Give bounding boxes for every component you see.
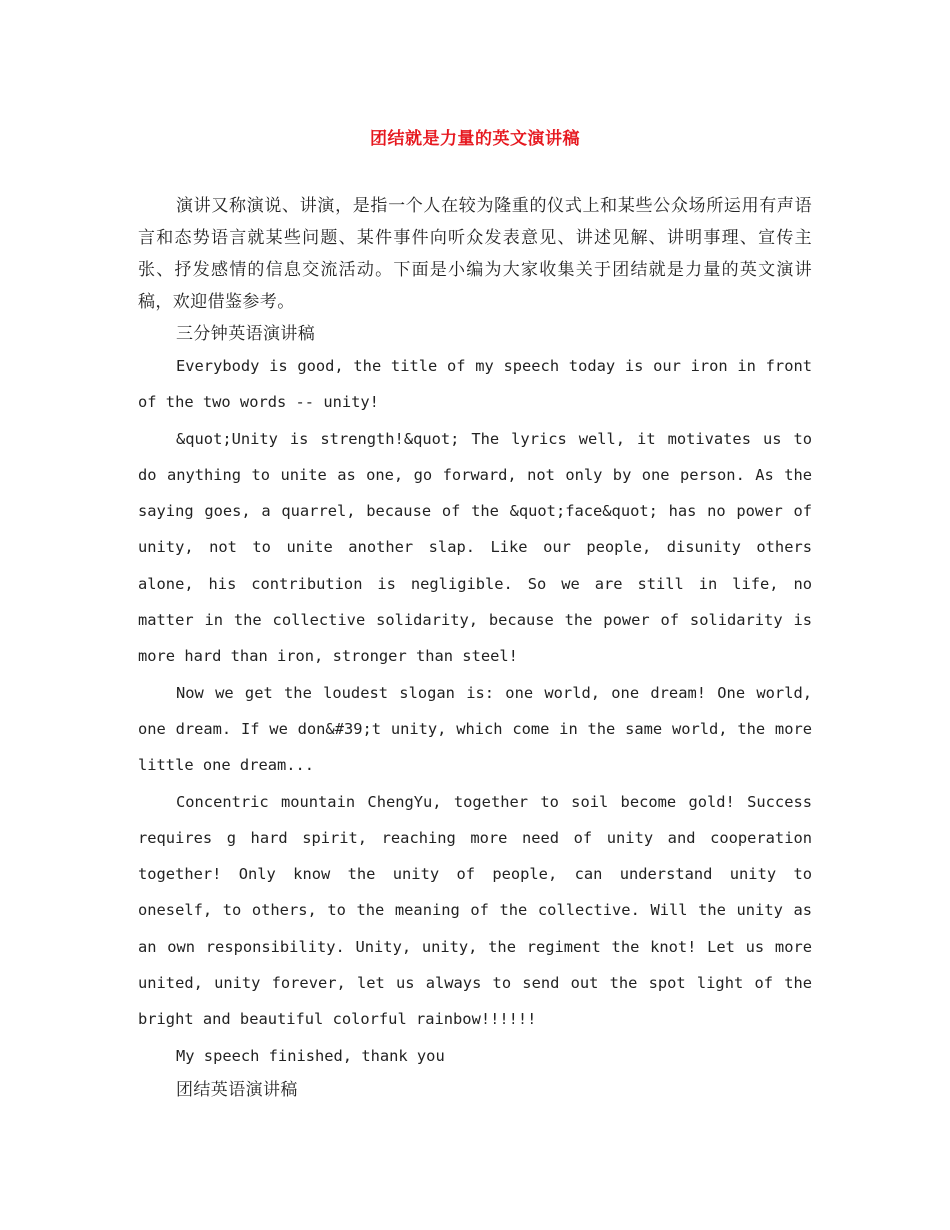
section-heading-unity-speech: 团结英语演讲稿 [176, 1079, 298, 1100]
speech-paragraph-4: Concentric mountain ChengYu, together to soil become gold! Success requires g hard spirit, reaching more need of unity and cooperation together! Only know the unity of people, can understand unity to oneself, to others, to the meaning of the collective. Will the unity as an own responsibility. Unity, unity, the regiment the knot! Let us more united, unity forever, let us always to send out the spot light of the bright and beautiful colorful rainbow!!!!!! [138, 792, 812, 1029]
document-title: 团结就是力量的英文演讲稿 [370, 129, 580, 149]
speech-paragraph-1: Everybody is good, the title of my speech today is our iron in front of the two words -- unity! [138, 357, 812, 412]
speech-paragraph-3: Now we get the loudest slogan is: one world, one dream! One world, one dream. If we don&#39;t unity, which come in the same world, the more little one dream... [138, 683, 812, 775]
intro-paragraph: 演讲又称演说、讲演，是指一个人在较为隆重的仪式上和某些公众场所运用有声语言和态势语言就某些问题、某件事件向听众发表意见、讲述见解、讲明事理、宣传主张、抒发感情的信息交流活动。下面是小编为大家收集关于团结就是力量的英文演讲稿，欢迎借鉴参考。 [138, 196, 812, 312]
speech-closing: My speech finished, thank you [176, 1046, 445, 1065]
section-heading-three-minute-speech: 三分钟英语演讲稿 [176, 324, 316, 344]
speech-paragraph-2: &quot;Unity is strength!&quot; The lyrics well, it motivates us to do anything to unite as one, go forward, not only by one person. As the saying goes, a quarrel, because of the &quot;face&quot; has no power of unity, not to unite another slap. Like our people, disunity others alone, his contribution is negligible. So we are still in life, no matter in the collective solidarity, because the power of solidarity is more hard than iron, stronger than steel! [138, 429, 812, 666]
document-body [138, 190, 812, 1106]
